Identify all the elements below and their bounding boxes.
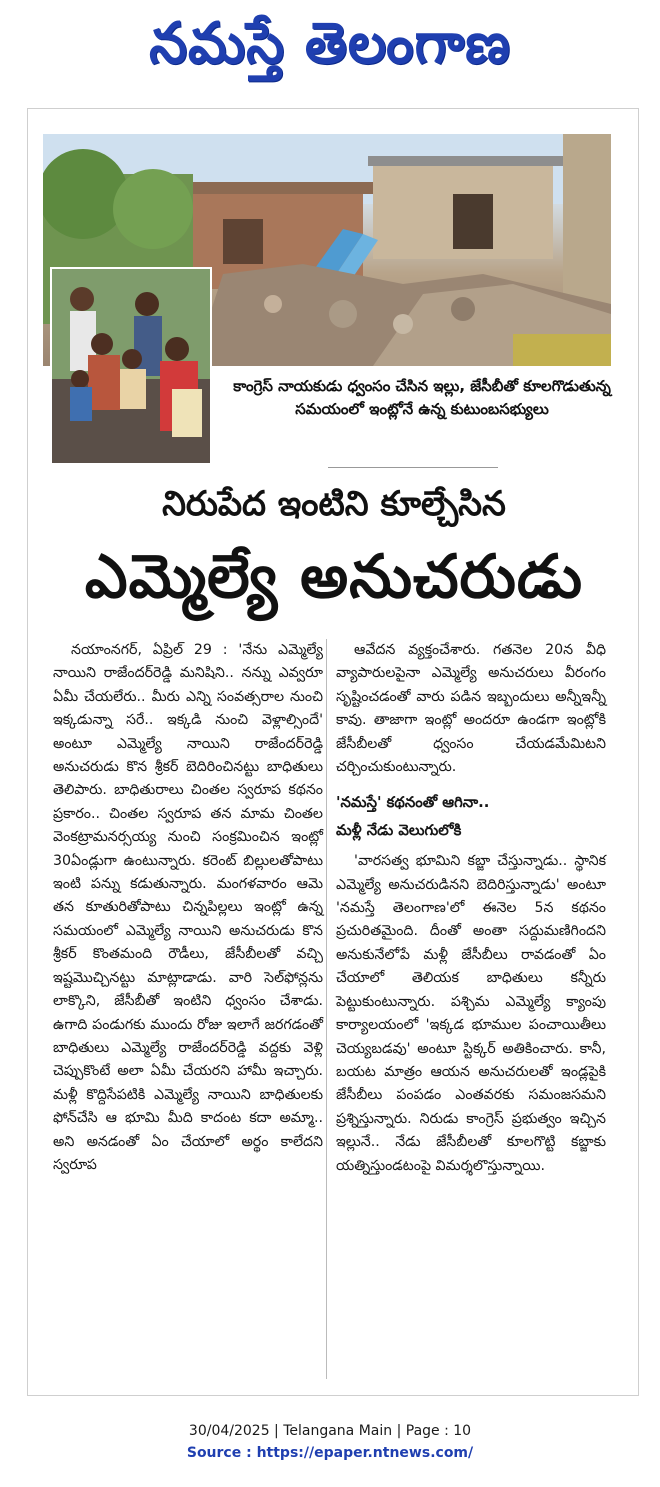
family-inset-photo	[50, 267, 212, 465]
page-footer	[0, 1420, 660, 1464]
source-link[interactable]: Source : https://epaper.ntnews.com/	[186, 1445, 474, 1461]
photo-caption: కాంగ్రెస్ నాయకుడు ధ్వంసం చేసిన ఇల్లు, జేసీబీతో కూలగొడుతున్న సమయంలో ఇంట్లోనే ఉన్న కుటుంబసభ్యులు	[233, 377, 611, 418]
newspaper-logo: నమస్తే తెలంగాణ	[149, 9, 511, 76]
article-subheading: మళ్లీ నేడు వెలుగులోకి	[336, 821, 462, 839]
column-divider	[326, 639, 327, 1379]
caption-divider	[328, 467, 498, 468]
article-left-column	[53, 639, 323, 1177]
family-illustration	[52, 269, 210, 463]
article-paragraph: 'వారసత్వ భూమిని కబ్జా చేస్తున్నాడు.. స్థానిక ఎమ్మెల్యే అనుచరుడినని బెదిరిస్తున్నాడు' అంటూ 'నమస్తే తెలంగాణ'లో ఈనెల 5న కథనం ప్రచురితమైంది. దీంతో అంతా సద్దుమణిగిందని అనుకునేలోపే మళ్లీ జేసీబీలు రావడంతో ఏం చేయాలో తెలియక బాధితులు కన్నీరు పెట్టుకుంటున్నారు. పశ్చిమ ఎమ్మెల్యే క్యాంపు కార్యాలయంలో 'ఇక్కడ భూముల పంచాయితీలు చెయ్యబడవు' అంటూ స్టిక్కర్ అతికించారు. కానీ, బయట మాత్రం ఆయన అనుచరులతో ఇండ్లపైకి జేసీబీలు పంపడం ఎంతవరకు సమంజసమని ప్రశ్నిస్తున్నారు. నిరుడు కాంగ్రెస్ ప్రభుత్వం ఇచ్చిన ఇల్లునే.. నేడు జేసీబీలతో కూలగొట్టి కబ్జాకు యత్నిస్తుండటంపై విమర్శలొస్తున్నాయి.	[336, 853, 606, 1174]
headline-line-2: ఎమ్మెల్యే అనుచరుడు	[84, 542, 584, 612]
article-subheading: 'నమస్తే' కథనంతో ఆగినా..	[336, 794, 490, 812]
masthead	[0, 0, 660, 100]
article-paragraph: ఆవేదన వ్యక్తంచేశారు. గతనెల 20న వీధి వ్యాపారులపైనా ఎమ్మెల్యే అనుచరులు వీరంగం సృష్టించడంతో వారు పడిన ఇబ్బందులు అన్నీఇన్నీ కావు. తాజాగా ఇంట్లో అందరూ ఉండగా ఇంట్లోకి జేసీబీలతో ధ్వంసం చేయడమేమిటని చర్చించుకుంటున్నారు.	[336, 642, 606, 776]
edition-info: 30/04/2025 | Telangana Main | Page : 10	[188, 1423, 472, 1439]
article-paragraph: నయాంనగర్, ఏప్రిల్ 29 : 'నేను ఎమ్మెల్యే నాయిని రాజేందర్‌రెడ్డి మనిషిని.. నన్ను ఎవ్వరూ ఏమీ చేయలేరు.. మీరు ఎన్ని సంవత్సరాల నుంచి ఇక్కడున్నా సరే.. ఇక్కడి నుంచి వెళ్లాల్సిందే' అంటూ ఎమ్మెల్యే నాయిని రాజేందర్‌రెడ్డి అనుచరుడు కొన శ్రీకర్ బెదిరించినట్టు బాధితులు తెలిపారు. బాధితురాలు చింతల స్వరూప కథనం ప్రకారం.. చింతల స్వరూప తన మామ చింతల వెంకట్రామనర్సయ్య నుంచి సంక్రమించిన ఇంట్లో 30ఏండ్లుగా ఉంటున్నారు. కరెంట్ బిల్లులతోపాటు ఇంటి పన్ను కడుతున్నారు. మంగళవారం ఆమె తన కూతురితోపాటు చిన్నపిల్లలు ఇంట్లో ఉన్న సమయంలో ఎమ్మెల్యే నాయిని అనుచరుడు కొన శ్రీకర్ కొంతమంది రౌడీలు, జేసీబీలతో వచ్చి ఇష్టమొచ్చినట్టు మాట్లాడాడు. వారి సెల్‌ఫోన్లను లాక్కొని, జేసీబీతో ఇంటిని ధ్వంసం చేశాడు. ఉగాది పండుగకు ముందు రోజు ఇలాగే జరగడంతో బాధితులు ఎమ్మెల్యే రాజేందర్‌రెడ్డి వద్దకు వెళ్లి చెప్పుకొంటే అలా ఏమీ చేయరని హామీ ఇచ్చారు. మళ్లీ కొద్దిసేపటికి ఎమ్మెల్యే నాయిని బాధితులకు ఫోన్‌చేసి ఆ భూమి మీది కాదంట కదా అమ్మా.. అని అనడంతో ఏం చేయాలో అర్థం కాలేదని స్వరూప	[53, 642, 323, 1173]
headline-line-1: నిరుపేద ఇంటిని కూల్చేసిన	[162, 484, 506, 524]
news-clipping	[27, 108, 639, 1396]
article-right-column	[336, 639, 606, 1178]
